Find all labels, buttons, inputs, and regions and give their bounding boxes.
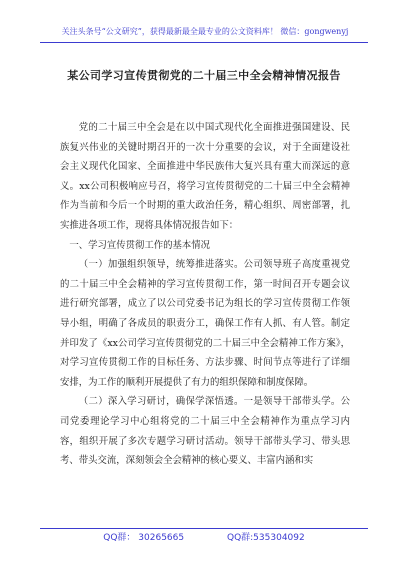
header-banner: 关注头条号“公文研究”，获得最新最全最专业的公文资料库！ 微信：gongwenyj <box>61 27 349 36</box>
footer-qq-group-2: QQ群:535304092 <box>226 533 305 543</box>
document-title: 某公司学习宣传贯彻党的二十届三中全会精神情况报告 <box>67 69 341 82</box>
footer <box>0 530 408 543</box>
section-paragraph-1: （一）加强组织领导，统筹推进落实。公司领导班子高度重视党的二十届三中全会精神的学习宣传贯彻工作，第一时间召开专题会议进行研究部署，成立了以公司党委书记为组长的学习宣传贯彻工作领导小组，明确了各成员的职责分工，确保工作有人抓、有人管。制定并印发了《xx公司学习宣传贯彻党的二十届三中全会精神工作方案》，对学习宣传贯彻工作的目标任务、方法步骤、时间节点等进行了详细安排，为工作的顺利开展提供了有力的组织保障和制度保障。 <box>60 259 350 388</box>
section-paragraph-2: （二）深入学习研讨，确保学深悟透。一是领导干部带头学。公司党委理论学习中心组将党的二十届三中全会精神作为重点学习内容，组织开展了多次专题学习研讨活动。领导干部带头学习、带头思考、带头交流，深刻领会全会精神的核心要义、丰富内涵和实 <box>60 396 350 467</box>
footer-divider <box>40 528 368 529</box>
footer-qq-group-1: QQ群： 30265665 <box>103 533 185 543</box>
document-body <box>60 118 350 471</box>
intro-paragraph: 党的二十届三中全会是在以中国式现代化全面推进强国建设、民族复兴伟业的关键时期召开的一次十分重要的会议，对于全面建设社会主义现代化国家、全面推进中华民族伟大复兴具有重大而深远的意义。xx公司积极响应号召，将学习宣传贯彻党的二十届三中全会精神作为当前和今后一个时期的重大政治任务，精心组织、周密部署，扎实推进各项工作，现将具体情况报告如下： <box>60 122 350 231</box>
header-divider <box>40 42 368 43</box>
section-heading: 一、学习宣传贯彻工作的基本情况 <box>69 239 211 251</box>
